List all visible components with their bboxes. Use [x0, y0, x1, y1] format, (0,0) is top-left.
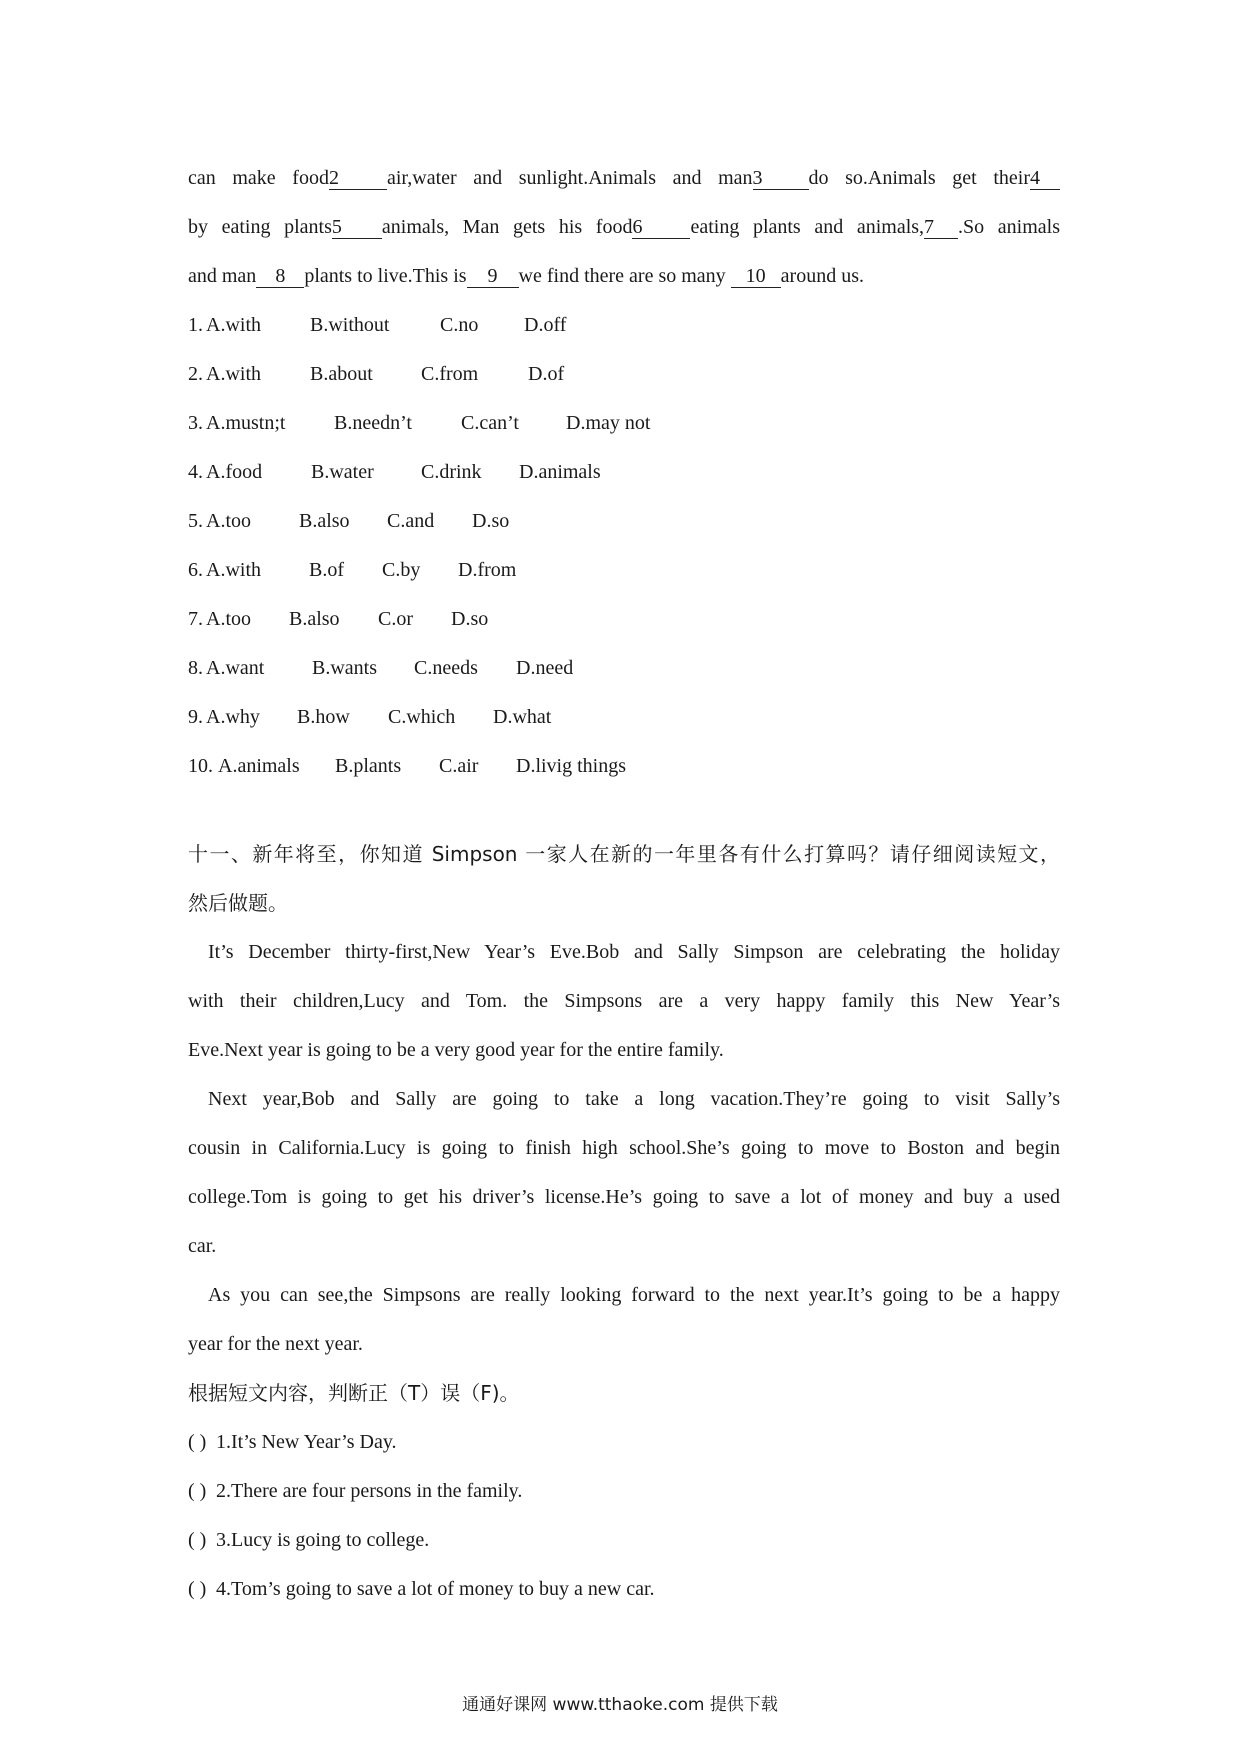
question-2: 2. A.with B.about C.from D.of — [188, 363, 565, 385]
answer-blank: ( ) — [188, 1578, 207, 1600]
blank-5: 5 — [332, 216, 382, 239]
tf-item-1: ( ) 1.It’s New Year’s Day. — [188, 1418, 1060, 1467]
blank-8: 8 — [256, 265, 304, 288]
reading-paragraph-3: As you can see,the Simpsons are really looking forward to the next year.It’s going to be a happy year for the next year. — [188, 1284, 1060, 1355]
section-11-heading-line-1: 十一、新年将至，你知道 Simpson 一家人在新的一年里各有什么打算吗？请仔细阅读短文， — [188, 842, 1060, 866]
choice-list — [188, 301, 1060, 791]
blank-3: 3 — [753, 167, 809, 190]
passage-line-3: and man 8 plants to live.This is 9 we find there are so many 10 around us. — [188, 265, 864, 287]
blank-2: 2 — [329, 167, 387, 190]
tf-instruction: 根据短文内容，判断正（T）误（F)。 — [188, 1381, 520, 1405]
blank-10: 10 — [731, 265, 781, 288]
blank-6: 6 — [632, 216, 690, 239]
tf-list — [188, 1418, 1060, 1614]
reading-paragraph-2: Next year,Bob and Sally are going to take a long vacation.They’re going to visit Sally’s cousin in California.Lucy is going to finish high school.She’s going to move to Boston and begin college.Tom is going to get his driver’s license.He’s going to save a lot of money and buy a used car. — [188, 1088, 1060, 1257]
reading-paragraph-1: It’s December thirty-first,New Year’s Eve.Bob and Sally Simpson are celebrating the holiday with their children,Lucy and Tom. the Simpsons are a very happy family this New Year’s Eve.Next year is going to be a very good year for the entire family. — [188, 941, 1060, 1061]
page-content — [188, 154, 1060, 1614]
cloze-passage — [188, 154, 1060, 301]
tf-item-2: ( ) 2.There are four persons in the family. — [188, 1467, 1060, 1516]
tf-item-3: ( ) 3.Lucy is going to college. — [188, 1516, 1060, 1565]
passage-line-1: can make food2 air,water and sunlight.Animals and man3 do so.Animals get their4 — [188, 154, 1060, 203]
answer-blank: ( ) — [188, 1431, 207, 1453]
answer-blank: ( ) — [188, 1480, 207, 1502]
page-footer: 通通好课网 www.tthaoke.com 提供下载 — [462, 1695, 778, 1715]
question-7: 7. A.too B.also C.or D.so — [188, 608, 489, 630]
question-1: 1. A.with B.without C.no D.off — [188, 314, 567, 336]
blank-7: 7 — [924, 216, 958, 239]
section-11 — [188, 830, 1060, 1614]
question-4: 4. A.food B.water C.drink D.animals — [188, 461, 601, 483]
question-3: 3. A.mustn;t B.needn’t C.can’t D.may not — [188, 412, 651, 434]
tf-item-4: ( ) 4.Tom’s going to save a lot of money to buy a new car. — [188, 1565, 1060, 1614]
blank-4: 4 — [1030, 167, 1060, 190]
section-11-heading-line-2: 然后做题。 — [188, 891, 288, 915]
blank-9: 9 — [467, 265, 519, 288]
question-10: 10. A.animals B.plants C.air D.livig things — [188, 755, 627, 777]
passage-line-2: by eating plants5 animals, Man gets his food6 eating plants and animals,7 .So animals — [188, 216, 1060, 238]
question-8: 8. A.want B.wants C.needs D.need — [188, 657, 574, 679]
question-5: 5. A.too B.also C.and D.so — [188, 510, 510, 532]
question-9: 9. A.why B.how C.which D.what — [188, 706, 552, 728]
answer-blank: ( ) — [188, 1529, 207, 1551]
question-6: 6. A.with B.of C.by D.from — [188, 559, 517, 581]
